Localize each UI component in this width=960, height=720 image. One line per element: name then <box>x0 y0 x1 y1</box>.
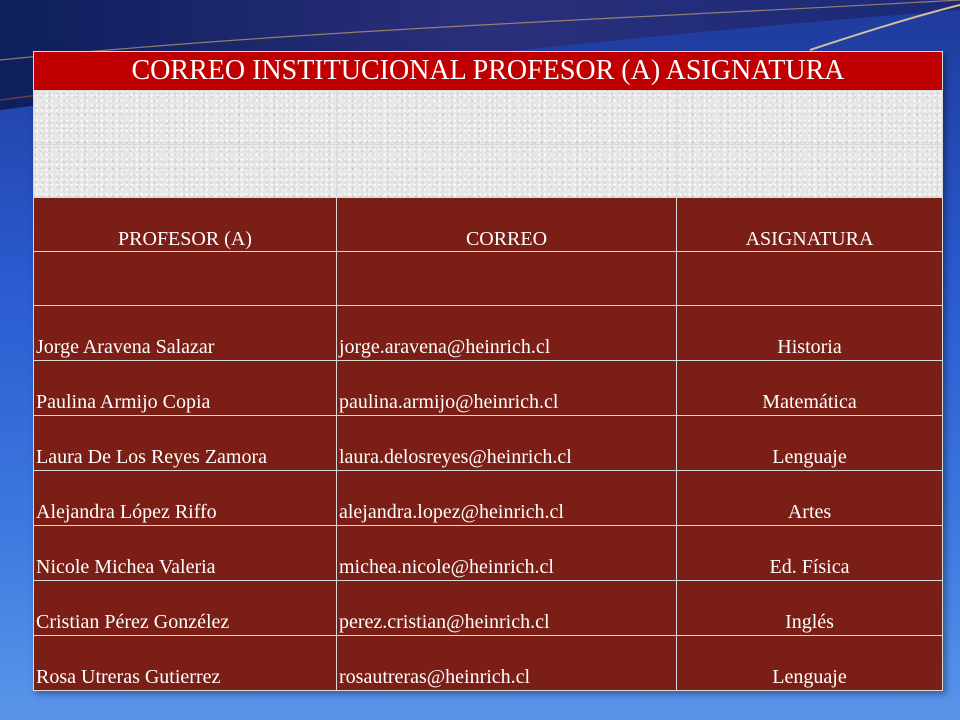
teacher-name: Alejandra López Riffo <box>34 471 337 526</box>
teacher-subject: Matemática <box>677 361 943 416</box>
teacher-email: alejandra.lopez@heinrich.cl <box>337 471 677 526</box>
header-teacher: PROFESOR (A) <box>34 198 337 252</box>
header-email: CORREO <box>337 198 677 252</box>
gray-cell <box>337 91 677 145</box>
gray-row <box>34 91 943 145</box>
title-row <box>34 52 943 91</box>
teacher-subject: Inglés <box>677 581 943 636</box>
teachers-table <box>33 51 943 691</box>
header-subject: ASIGNATURA <box>677 198 943 252</box>
teacher-name: Nicole Michea Valeria <box>34 526 337 581</box>
teacher-subject: Lenguaje <box>677 636 943 691</box>
teacher-email: michea.nicole@heinrich.cl <box>337 526 677 581</box>
teacher-email: paulina.armijo@heinrich.cl <box>337 361 677 416</box>
gray-cell <box>337 145 677 198</box>
table-row <box>34 361 943 416</box>
teacher-name: Cristian Pérez Gonzélez <box>34 581 337 636</box>
teacher-name: Paulina Armijo Copia <box>34 361 337 416</box>
teacher-email: laura.delosreyes@heinrich.cl <box>337 416 677 471</box>
gray-cell <box>677 145 943 198</box>
teacher-subject: Ed. Física <box>677 526 943 581</box>
teacher-subject: Lenguaje <box>677 416 943 471</box>
empty-row <box>34 252 943 306</box>
gray-cell <box>677 91 943 145</box>
header-row <box>34 198 943 252</box>
teacher-email: jorge.aravena@heinrich.cl <box>337 306 677 361</box>
teacher-email: perez.cristian@heinrich.cl <box>337 581 677 636</box>
teacher-subject: Historia <box>677 306 943 361</box>
empty-cell <box>34 252 337 306</box>
table-row <box>34 416 943 471</box>
gray-cell <box>34 91 337 145</box>
table-row <box>34 306 943 361</box>
table-row <box>34 526 943 581</box>
table-row <box>34 471 943 526</box>
teacher-email: rosautreras@heinrich.cl <box>337 636 677 691</box>
teacher-name: Laura De Los Reyes Zamora <box>34 416 337 471</box>
teacher-subject: Artes <box>677 471 943 526</box>
gray-row <box>34 145 943 198</box>
empty-cell <box>677 252 943 306</box>
teacher-name: Rosa Utreras Gutierrez <box>34 636 337 691</box>
table-row <box>34 581 943 636</box>
table-row <box>34 636 943 691</box>
gray-cell <box>34 145 337 198</box>
empty-cell <box>337 252 677 306</box>
teacher-name: Jorge Aravena Salazar <box>34 306 337 361</box>
table-title: CORREO INSTITUCIONAL PROFESOR (A) ASIGNATURA <box>34 52 943 91</box>
